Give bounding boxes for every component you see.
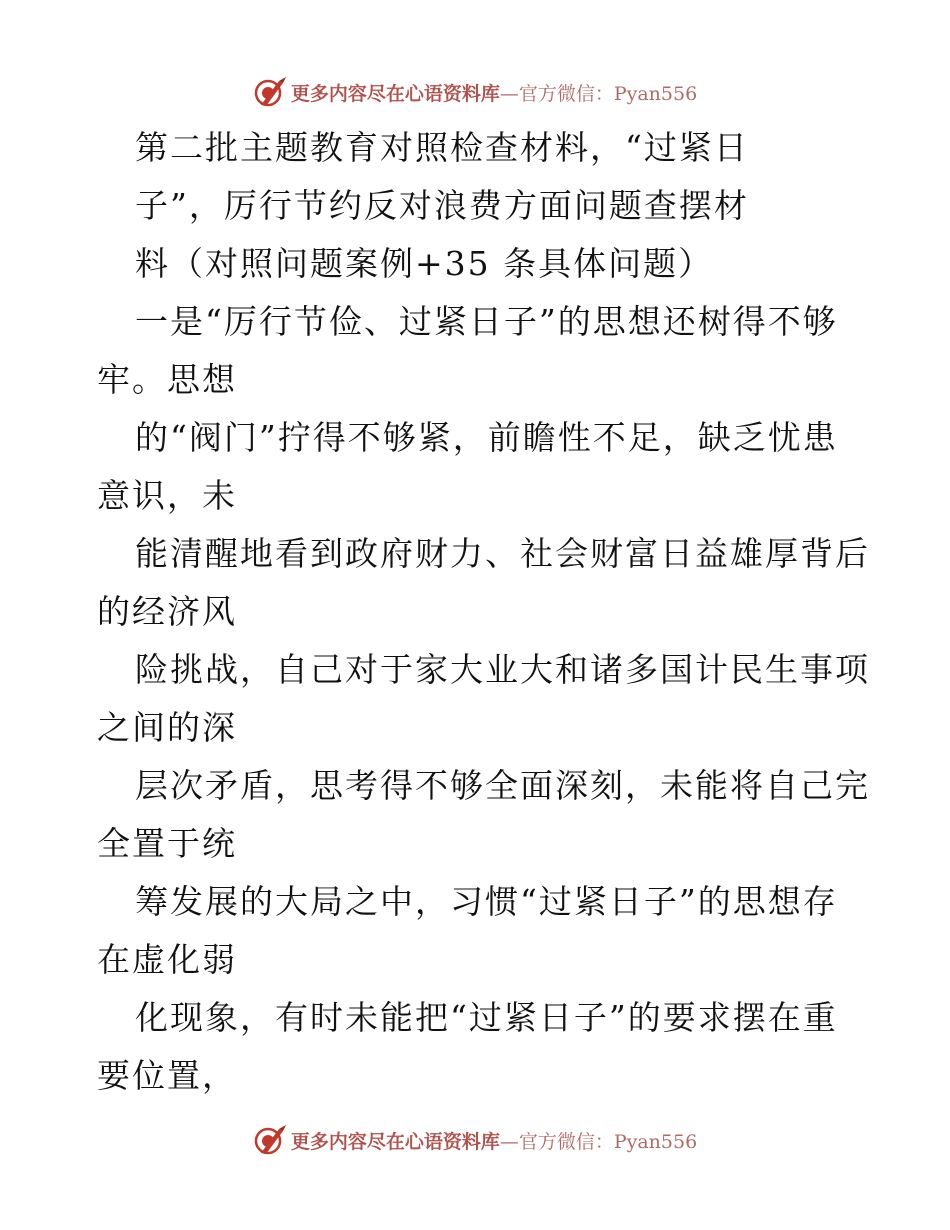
- paragraph-line: 的“阀门”拧得不够紧，前瞻性不足，缺乏忧患: [135, 418, 838, 457]
- header-banner: [0, 72, 950, 112]
- footer-title: 更多内容尽在心语资料库: [290, 1130, 500, 1153]
- quill-logo-icon: [253, 1123, 287, 1157]
- paragraph-line: 的经济风: [97, 592, 237, 631]
- banner-subtitle: —官方微信：Pyan556: [499, 82, 698, 105]
- title-line-3: 料（对照问题案例+35 条具体问题）: [135, 244, 714, 283]
- banner-title: 更多内容尽在心语资料库: [290, 82, 500, 105]
- paragraph-line: 筹发展的大局之中，习惯“过紧日子”的思想存: [135, 882, 838, 921]
- paragraph-line: 一是“厉行节俭、过紧日子”的思想还树得不够: [135, 302, 838, 341]
- title-line-1: 第二批主题教育对照检查材料，“过紧日: [135, 128, 749, 167]
- paragraph-line: 要位置，: [97, 1056, 237, 1095]
- paragraph-line: 之间的深: [97, 708, 237, 747]
- paragraph-line: 化现象，有时未能把“过紧日子”的要求摆在重: [135, 998, 838, 1037]
- paragraph-line: 意识，未: [97, 476, 237, 515]
- quill-logo-icon: [253, 75, 287, 109]
- paragraph-line: 牢。思想: [97, 360, 237, 399]
- footer-subtitle: —官方微信：Pyan556: [499, 1130, 698, 1153]
- paragraph-line: 全置于统: [97, 824, 237, 863]
- paragraph-line: 险挑战，自己对于家大业大和诸多国计民生事项: [135, 650, 870, 689]
- paragraph-line: 在虚化弱: [97, 940, 237, 979]
- title-line-2: 子”，厉行节约反对浪费方面问题查摆材: [135, 186, 749, 225]
- paragraph-line: 层次矛盾，思考得不够全面深刻，未能将自己完: [135, 766, 870, 805]
- footer-banner: [0, 1120, 950, 1160]
- paragraph-line: 能清醒地看到政府财力、社会财富日益雄厚背后: [135, 534, 870, 573]
